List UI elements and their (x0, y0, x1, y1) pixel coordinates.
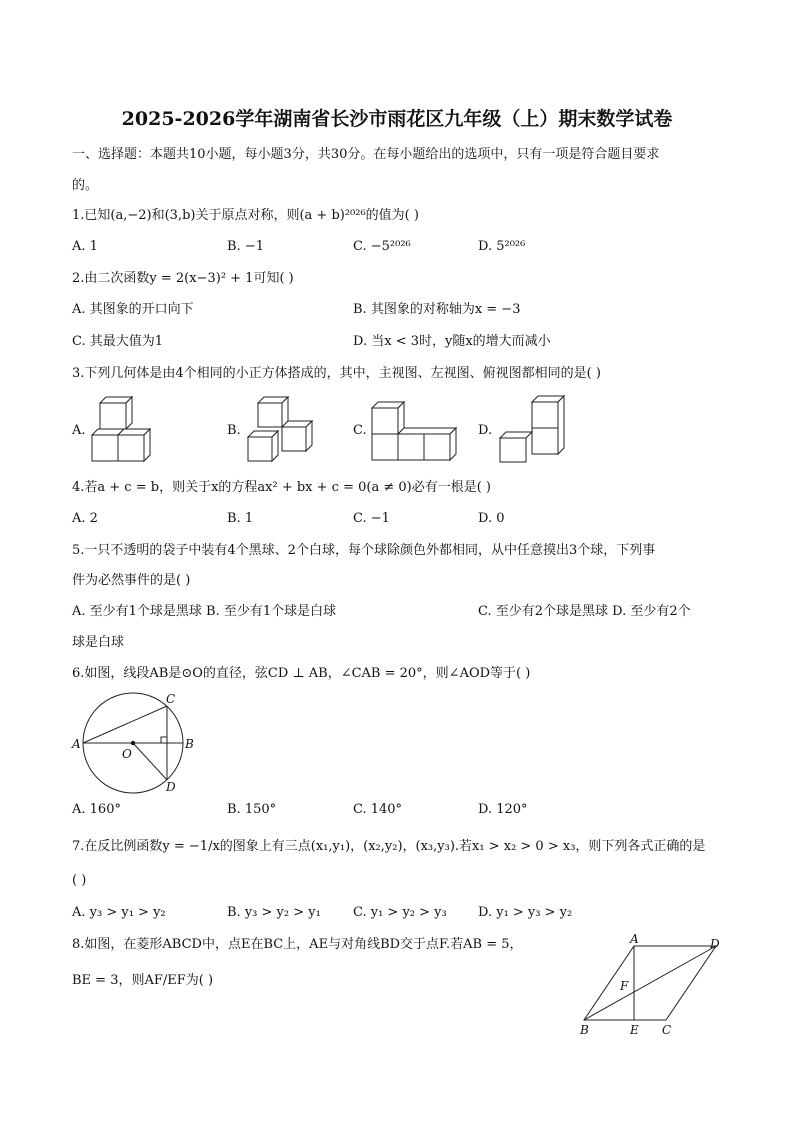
q3-option-b[interactable]: B. (227, 423, 241, 438)
q8-label-c: C (662, 1023, 672, 1037)
q2-option-d[interactable]: D. 当x < 3时，y随x的增大而减小 (353, 334, 551, 349)
q8-stem-line1: 8.如图，在菱形ABCD中，点E在BC上，AE与对角线BD交于点F.若AB = 5， (72, 937, 523, 952)
q7-option-a[interactable]: A. y₃ > y₁ > y₂ (72, 905, 166, 920)
q8-label-e: E (630, 1023, 639, 1037)
q5-stem-line1: 5.一只不透明的袋子中装有4个黑球、2个白球，每个球除颜色外都相同，从中任意摸出3个球，下列事 (72, 543, 656, 558)
q7-stem-line2: ( ) (72, 873, 87, 888)
q3-figure-b (244, 395, 316, 467)
q6-stem: 6.如图，线段AB是⊙O的直径，弦CD ⊥ AB，∠CAB = 20°，则∠AOD等于( ) (72, 666, 531, 681)
q8-label-f: F (620, 979, 629, 993)
q4-option-d[interactable]: D. 0 (478, 511, 505, 526)
q4-option-c[interactable]: C. −1 (353, 511, 390, 526)
q3-figure-c (368, 398, 460, 464)
q6-option-c[interactable]: C. 140° (353, 802, 403, 817)
q7-option-d[interactable]: D. y₁ > y₃ > y₂ (478, 905, 573, 920)
q6-label-o: O (122, 747, 132, 761)
q6-label-c: C (166, 692, 176, 706)
q6-label-b: B (185, 737, 194, 751)
q8-stem-line2: BE = 3，则AF/EF为( ) (72, 973, 214, 988)
q1-option-a[interactable]: A. 1 (72, 239, 98, 254)
q8-rhombus-figure (576, 934, 728, 1044)
q6-option-d[interactable]: D. 120° (478, 802, 528, 817)
section-heading-line2: 的。 (72, 178, 99, 193)
q1-option-b[interactable]: B. −1 (227, 239, 264, 254)
q5-options-ab[interactable]: A. 至少有1个球是黑球 B. 至少有1个球是白球 (72, 604, 337, 619)
q7-stem-line1: 7.在反比例函数y = −1/x的图象上有三点(x₁,y₁)，(x₂,y₂)，(x₃,y₃).若x₁ > x₂ > 0 > x₃，则下列各式正确的是 (72, 839, 706, 854)
q8-label-d: D (710, 937, 720, 951)
q3-stem: 3.下列几何体是由4个相同的小正方体搭成的，其中，主视图、左视图、俯视图都相同的是( ) (72, 366, 601, 381)
q3-option-c[interactable]: C. (353, 423, 367, 438)
q1-option-d[interactable]: D. 5²⁰²⁶ (478, 239, 526, 254)
q5-options-wrap: 球是白球 (72, 635, 125, 650)
q2-stem: 2.由二次函数y = 2(x−3)² + 1可知( ) (72, 271, 294, 286)
q1-option-c[interactable]: C. −5²⁰²⁶ (353, 239, 411, 254)
q8-label-b: B (580, 1023, 589, 1037)
q4-option-b[interactable]: B. 1 (227, 511, 254, 526)
q3-option-a[interactable]: A. (72, 423, 86, 438)
q5-stem-line2: 件为必然事件的是( ) (72, 573, 191, 588)
q2-option-c[interactable]: C. 其最大值为1 (72, 334, 164, 349)
q2-option-a[interactable]: A. 其图象的开口向下 (72, 302, 194, 317)
q5-options-cd[interactable]: C. 至少有2个球是黑球 D. 至少有2个 (478, 604, 691, 619)
q8-label-a: A (630, 932, 639, 946)
q6-label-d: D (166, 780, 176, 794)
q6-label-a: A (72, 737, 81, 751)
q2-option-b[interactable]: B. 其图象的对称轴为x = −3 (353, 302, 521, 317)
q3-figure-a (88, 395, 158, 465)
q4-option-a[interactable]: A. 2 (72, 511, 98, 526)
q7-option-b[interactable]: B. y₃ > y₂ > y₁ (227, 905, 321, 920)
q1-stem: 1.已知(a,−2)和(3,b)关于原点对称，则(a + b)²⁰²⁶的值为( ) (72, 208, 419, 223)
section-heading-line1: 一、选择题：本题共10小题，每小题3分，共30分。在每小题给出的选项中，只有一项是符合题目要求 (72, 147, 660, 162)
q6-circle-figure (70, 688, 200, 798)
q3-option-d[interactable]: D. (478, 423, 493, 438)
q3-figure-d (496, 392, 570, 466)
page-title: 2025-2026学年湖南省长沙市雨花区九年级（上）期末数学试卷 (121, 108, 673, 130)
q6-option-b[interactable]: B. 150° (227, 802, 277, 817)
q6-option-a[interactable]: A. 160° (72, 802, 121, 817)
q4-stem: 4.若a + c = b，则关于x的方程ax² + bx + c = 0(a ≠ 0)必有一根是( ) (72, 480, 491, 495)
q7-option-c[interactable]: C. y₁ > y₂ > y₃ (353, 905, 447, 920)
